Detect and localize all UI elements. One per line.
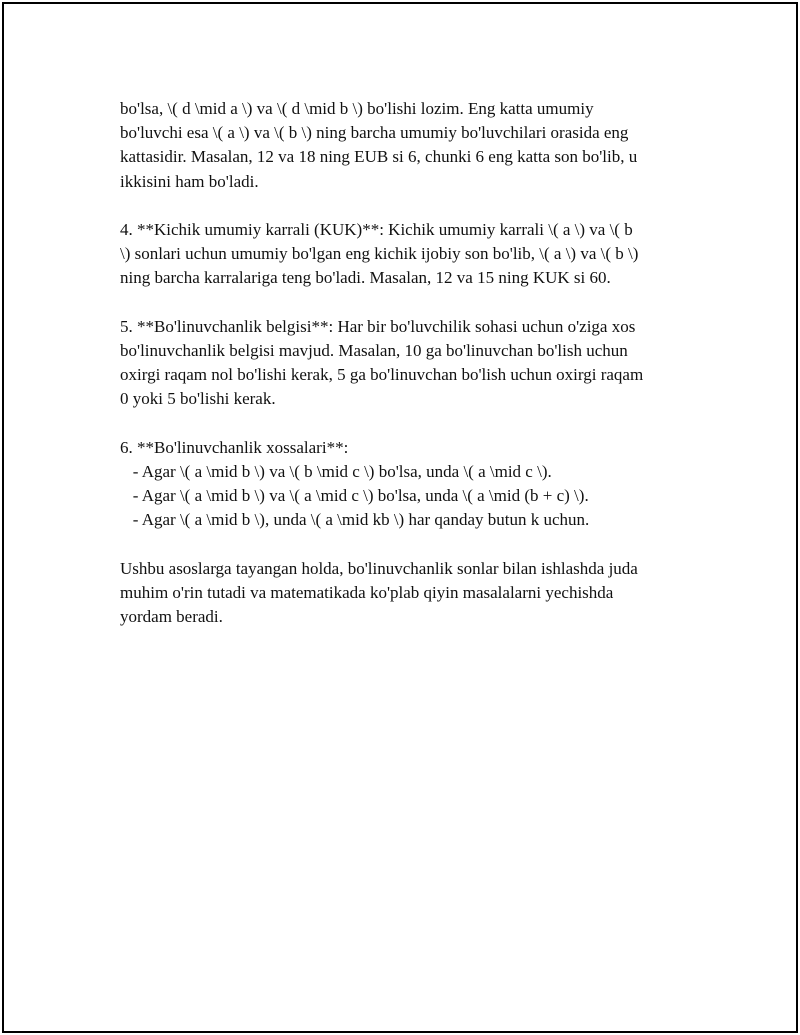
text-line: ning barcha karralariga teng bo'ladi. Masalan, 12 va 15 ning KUK si 60. [120,268,611,288]
list-item: - Agar \( a \mid b \), unda \( a \mid kb \) har qanday butun k uchun. [120,510,590,530]
text-line: \) sonlari uchun umumiy bo'lgan eng kichik ijobiy son bo'lib, \( a \) va \( b \) [120,244,639,264]
text-line: kattasidir. Masalan, 12 va 18 ning EUB si 6, chunki 6 eng katta son bo'lib, u [120,147,638,167]
text-line: 5. **Bo'linuvchanlik belgisi**: Har bir bo'luvchilik sohasi uchun o'ziga xos [120,316,636,336]
text-line: oxirgi raqam nol bo'lishi kerak, 5 ga bo'linuvchan bo'lish uchun oxirgi raqam [120,365,644,385]
document-page [2,2,798,1033]
text-line: yordam beradi. [120,607,223,627]
text-line: bo'lsa, \( d \mid a \) va \( d \mid b \) bo'lishi lozim. Eng katta umumiy [120,99,594,118]
paragraph-eub-continuation [120,97,720,194]
text-line: ikkisini ham bo'ladi. [120,171,259,191]
paragraph-divisibility-properties [120,436,720,533]
paragraph-divisibility-sign [120,315,720,412]
list-item: - Agar \( a \mid b \) va \( b \mid c \) bo'lsa, unda \( a \mid c \). [120,462,552,481]
text-line: muhim o'rin tutadi va matematikada ko'plab qiyin masalalarni yechishda [120,583,614,602]
paragraph-kuk [120,218,720,291]
text-line: 0 yoki 5 bo'lishi kerak. [120,389,276,409]
text-line: 6. **Bo'linuvchanlik xossalari**: [120,437,349,457]
text-line: 4. **Kichik umumiy karrali (KUK)**: Kichik umumiy karrali \( a \) va \( b [120,220,633,239]
document-body [120,97,720,654]
list-item: - Agar \( a \mid b \) va \( a \mid c \) bo'lsa, unda \( a \mid (b + c) \). [120,486,589,506]
text-line: bo'linuvchanlik belgisi mavjud. Masalan, 10 ga bo'linuvchan bo'lish uchun [120,341,628,360]
text-line: Ushbu asoslarga tayangan holda, bo'linuvchanlik sonlar bilan ishlashda juda [120,558,638,578]
paragraph-conclusion [120,557,720,630]
text-line: bo'luvchi esa \( a \) va \( b \) ning barcha umumiy bo'luvchilari orasida eng [120,123,629,143]
